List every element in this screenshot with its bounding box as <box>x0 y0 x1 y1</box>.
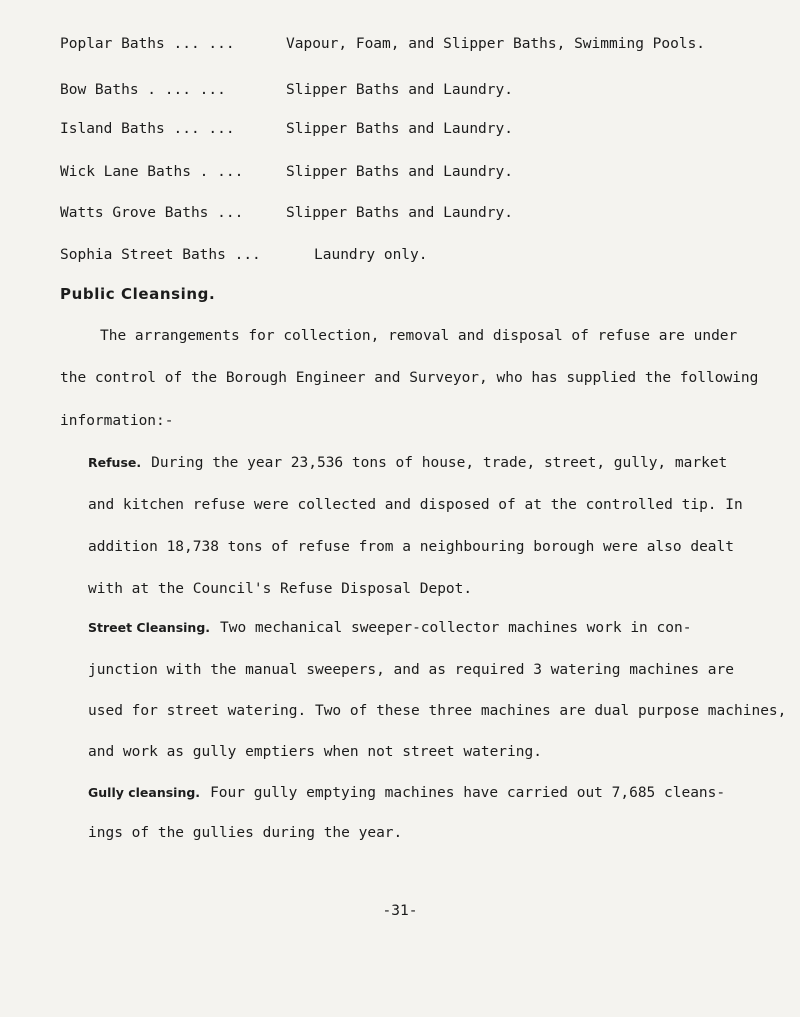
bath-name: Bow Baths . ... ... <box>60 82 226 98</box>
refuse-line: with at the Council's Refuse Disposal Depot. <box>88 581 473 597</box>
bath-facilities: Slipper Baths and Laundry. <box>286 164 513 180</box>
refuse-text: During the year 23,536 tons of house, trade, street, gully, market <box>151 455 728 471</box>
street-cleansing-label: Street Cleansing. <box>88 620 211 635</box>
bath-facilities: Laundry only. <box>314 247 428 263</box>
street-cleansing-line: used for street watering. Two of these three machines are dual purpose machines, <box>88 703 787 719</box>
page-number: -31- <box>382 903 418 919</box>
gully-cleansing-line <box>88 782 725 804</box>
bath-facilities: Slipper Baths and Laundry. <box>286 205 513 221</box>
bath-facilities: Vapour, Foam, and Slipper Baths, Swimming Pools. <box>286 36 706 52</box>
bath-facilities: Slipper Baths and Laundry. <box>286 121 513 137</box>
gully-cleansing-line: ings of the gullies during the year. <box>88 825 403 841</box>
street-cleansing-line: junction with the manual sweepers, and as required 3 watering machines are <box>88 662 735 678</box>
gully-cleansing-label: Gully cleansing. <box>88 785 201 800</box>
gully-cleansing-text: Four gully emptying machines have carried out 7,685 cleans- <box>210 785 726 801</box>
refuse-line: and kitchen refuse were collected and disposed of at the controlled tip. In <box>88 497 743 513</box>
section-heading: Public Cleansing. <box>60 285 216 303</box>
street-cleansing-line: and work as gully emptiers when not street watering. <box>88 744 542 760</box>
street-cleansing-line <box>88 617 691 639</box>
bath-name: Sophia Street Baths ... <box>60 247 261 263</box>
bath-name: Watts Grove Baths ... <box>60 205 244 221</box>
bath-name: Poplar Baths ... ... <box>60 36 235 52</box>
bath-name: Wick Lane Baths . ... <box>60 164 244 180</box>
refuse-line: addition 18,738 tons of refuse from a neighbouring borough were also dealt <box>88 539 735 555</box>
street-cleansing-text: Two mechanical sweeper-collector machines work in con- <box>220 620 692 636</box>
refuse-line <box>88 452 727 474</box>
bath-name: Island Baths ... ... <box>60 121 235 137</box>
bath-facilities: Slipper Baths and Laundry. <box>286 82 513 98</box>
intro-line: The arrangements for collection, removal and disposal of refuse are under <box>100 328 738 344</box>
refuse-label: Refuse. <box>88 455 142 470</box>
intro-line: the control of the Borough Engineer and Surveyor, who has supplied the following <box>60 370 759 386</box>
intro-line: information:- <box>60 413 174 429</box>
